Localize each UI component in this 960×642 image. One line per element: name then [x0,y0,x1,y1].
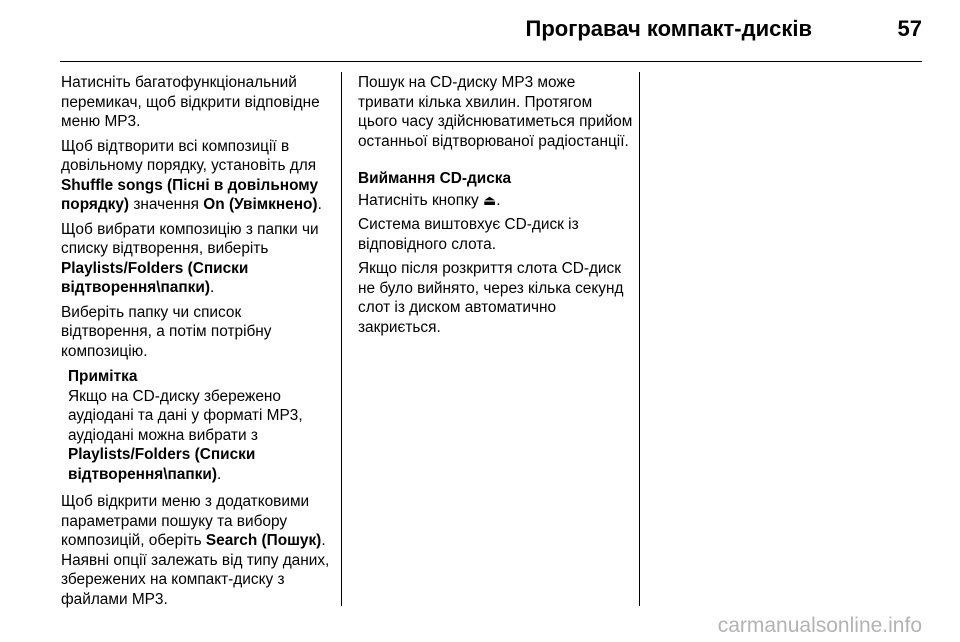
paragraph-auto-close: Якщо після розкриття слота CD-диск не було вийнято, через кілька секунд слот із диском автоматично закриється. [358,260,624,336]
text: значення [129,196,204,213]
text: Щоб відтворити всі композиції в довільному порядку, установіть для [61,137,317,174]
paragraph-system-ejects: Система виштовхує CD-диск із відповідного слота. [358,216,579,253]
paragraph-shuffle [61,137,335,215]
text: . [317,196,322,213]
note-text: . [216,465,222,483]
paragraph-playlists [61,220,335,298]
setting-value-on: On (Увімкнено) [203,196,318,213]
menu-option-shuffle-songs: Shuffle songs (Пісні в довільному порядку) [61,176,319,213]
page-number: 57 [897,16,922,41]
note-text: Якщо на CD-диску збережено аудіодані та дані у форматі MP3, аудіодані можна вибрати з [68,387,303,444]
watermark: carmanualsonline.info [717,614,922,637]
note-box [68,367,335,484]
column-divider-left [341,72,342,606]
text: Щоб відкрити меню з додатковими параметрами пошуку та вибору композицій, оберіть [61,493,310,549]
paragraph-press-eject [358,191,634,211]
middle-column [358,73,634,342]
paragraph-select-folder: Виберіть папку чи список відтворення, а потім потрібну композицію. [61,303,272,360]
paragraph-search-time: Пошук на CD-диску MP3 може тривати кілька хвилин. Протягом цього часу здійснюватиметься прийом останньої відтворюваної радіостанції. [358,74,633,150]
text: . [209,279,215,296]
page-title: Програвач компакт-дисків [525,16,812,41]
note-title: Примітка [68,368,138,385]
header-divider [60,61,922,62]
column-divider-right [639,72,640,606]
paragraph-search [61,492,335,609]
eject-icon: ⏏ [482,191,497,208]
text: Щоб вибрати композицію з папки чи списку відтворення, виберіть [61,220,319,257]
text: Натисніть кнопку [358,191,483,209]
menu-option-playlists-folders: Playlists/Folders (Списки відтворення\папки) [68,446,256,483]
text: . Наявні опції залежать від типу даних, збережених на компакт-диску з файлами MP3. [61,532,330,608]
section-heading-eject: Виймання CD-диска [358,170,512,187]
menu-option-search: Search (Пошук) [205,532,322,549]
text: . [496,191,501,209]
menu-option-playlists-folders: Playlists/Folders (Списки відтворення\папки) [61,259,249,296]
left-column [61,73,335,614]
paragraph-open-mp3-menu: Натисніть багатофункціональний перемикач, щоб відкрити відповідне меню MP3. [61,74,320,130]
